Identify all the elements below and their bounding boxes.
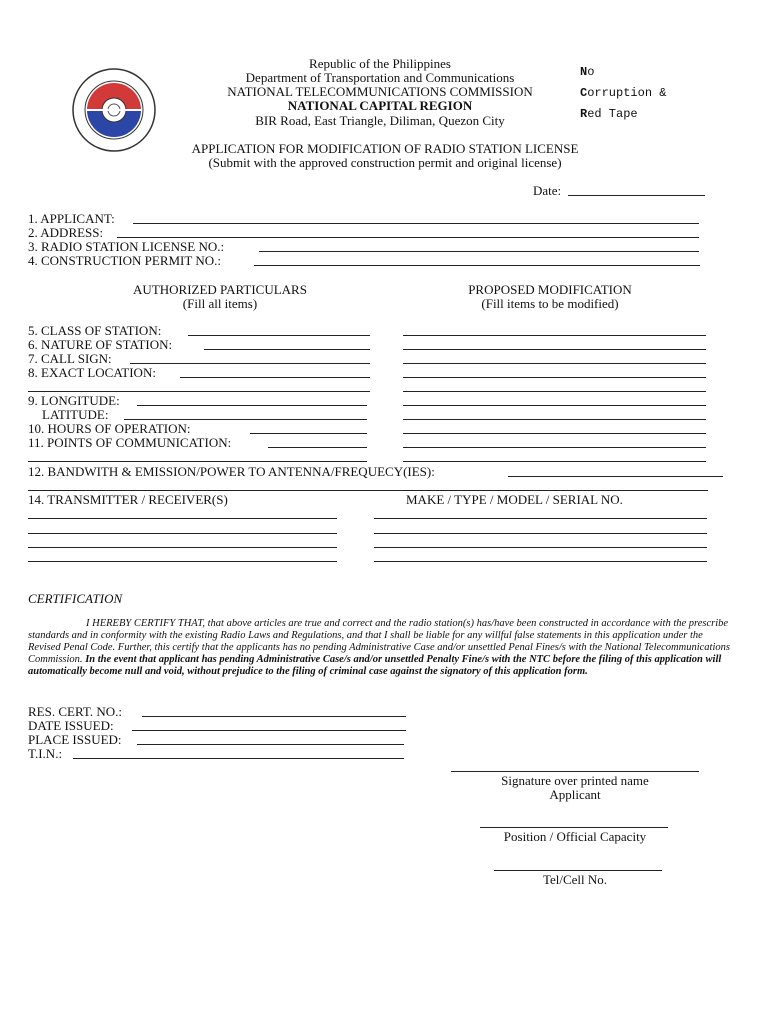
tin-field[interactable] [73, 758, 404, 759]
motto: No Corruption & Red Tape [580, 65, 667, 121]
callsign-label: 7. CALL SIGN: [28, 351, 112, 366]
res-cert-field[interactable] [142, 716, 406, 717]
transmitter-label: 14. TRANSMITTER / RECEIVER(S) [28, 492, 228, 507]
position-line[interactable] [480, 827, 668, 828]
points-mod-field-2[interactable] [403, 461, 706, 462]
date-issued-label: DATE ISSUED: [28, 718, 114, 733]
hours-field[interactable] [250, 433, 367, 434]
header-region: NATIONAL CAPITAL REGION [287, 98, 473, 113]
make-line-4[interactable] [374, 561, 707, 562]
points-label: 11. POINTS OF COMMUNICATION: [28, 435, 232, 450]
location-mod-field-2[interactable] [403, 391, 706, 392]
bandwidth-label: 12. BANDWITH & EMISSION/POWER TO ANTENNA/FREQUECY(IES): [28, 464, 435, 479]
place-issued-field[interactable] [137, 744, 404, 745]
header-commission: NATIONAL TELECOMMUNICATIONS COMMISSION [227, 84, 533, 99]
transmitter-line-1[interactable] [28, 518, 337, 519]
nature-label: 6. NATURE OF STATION: [28, 337, 173, 352]
license-label: 3. RADIO STATION LICENSE NO.: [28, 239, 225, 254]
tel-line[interactable] [494, 870, 662, 871]
callsign-field[interactable] [130, 363, 370, 364]
header-country: Republic of the Philippines [309, 56, 451, 71]
header-department: Department of Transportation and Communications [245, 70, 515, 85]
make-line-2[interactable] [374, 533, 707, 534]
date-field[interactable] [568, 195, 705, 196]
col-left-title: AUTHORIZED PARTICULARS [133, 282, 307, 297]
permit-field[interactable] [254, 265, 700, 266]
location-label: 8. EXACT LOCATION: [28, 365, 156, 380]
longitude-mod-field[interactable] [403, 405, 706, 406]
position-label: Position / Official Capacity [503, 829, 647, 844]
points-field-2[interactable] [28, 461, 367, 462]
points-field[interactable] [268, 447, 367, 448]
points-mod-field[interactable] [403, 447, 706, 448]
make-line-1[interactable] [374, 518, 707, 519]
date-issued-field[interactable] [132, 730, 406, 731]
tel-label: Tel/Cell No. [542, 872, 608, 887]
transmitter-line-4[interactable] [28, 561, 337, 562]
header-address: BIR Road, East Triangle, Diliman, Quezon City [255, 113, 505, 128]
class-field[interactable] [188, 335, 370, 336]
date-label: Date: [533, 183, 562, 198]
location-mod-field[interactable] [403, 377, 706, 378]
address-label: 2. ADDRESS: [28, 225, 104, 240]
license-field[interactable] [259, 251, 699, 252]
col-left-sub: (Fill all items) [182, 296, 258, 311]
class-label: 5. CLASS OF STATION: [28, 323, 162, 338]
location-field-2[interactable] [28, 391, 370, 392]
certification-body: I HEREBY CERTIFY THAT, that above articles are true and correct and the radio station(s) has/have been constructed in accordance with the prescribe standards and in conformity with the existing Radio Laws and Regulations, and that I shall be liable for any willful false statements in this application under the Revised Penal Code. Further, this certify that the applicants has no pending Administrative Case and/or unsettled Penal Fines/s with the National Telecommunications Commission. In the event that applicant has pending Administrative Case/s and/or unsettled Penalty Fine/s with the NTC before the filing of this application will automatically become null and void, without prejudice to the filing of criminal case against the signatory of this application form. [28, 618, 730, 677]
col-right-sub: (Fill items to be modified) [481, 296, 619, 311]
callsign-mod-field[interactable] [403, 363, 706, 364]
transmitter-line-3[interactable] [28, 547, 337, 548]
nature-field[interactable] [204, 349, 370, 350]
latitude-label: LATITUDE: [42, 407, 109, 422]
place-issued-label: PLACE ISSUED: [28, 732, 122, 747]
permit-label: 4. CONSTRUCTION PERMIT NO.: [28, 253, 221, 268]
address-field[interactable] [117, 237, 699, 238]
form-subtitle: (Submit with the approved construction permit and original license) [208, 155, 562, 170]
make-type-label: MAKE / TYPE / MODEL / SERIAL NO. [406, 492, 623, 507]
applicant-label: 1. APPLICANT: [28, 211, 115, 226]
bandwidth-field-2[interactable] [28, 490, 708, 491]
form-title: APPLICATION FOR MODIFICATION OF RADIO STATION LICENSE [191, 141, 579, 156]
tin-label: T.I.N.: [28, 746, 63, 761]
signature-line[interactable] [451, 771, 699, 772]
bandwidth-field[interactable] [508, 476, 723, 477]
signature-label: Signature over printed name [501, 773, 649, 788]
col-right-title: PROPOSED MODIFICATION [468, 282, 632, 297]
latitude-field[interactable] [124, 419, 367, 420]
res-cert-label: RES. CERT. NO.: [28, 704, 122, 719]
applicant-label: Applicant [549, 787, 601, 802]
location-field[interactable] [180, 377, 370, 378]
certification-heading: CERTIFICATION [28, 591, 123, 606]
transmitter-line-2[interactable] [28, 533, 337, 534]
longitude-label: 9. LONGITUDE: [28, 393, 120, 408]
nature-mod-field[interactable] [403, 349, 706, 350]
latitude-mod-field[interactable] [403, 419, 706, 420]
hours-mod-field[interactable] [403, 433, 706, 434]
hours-label: 10. HOURS OF OPERATION: [28, 421, 191, 436]
class-mod-field[interactable] [403, 335, 706, 336]
make-line-3[interactable] [374, 547, 707, 548]
applicant-field[interactable] [133, 223, 699, 224]
longitude-field[interactable] [137, 405, 367, 406]
